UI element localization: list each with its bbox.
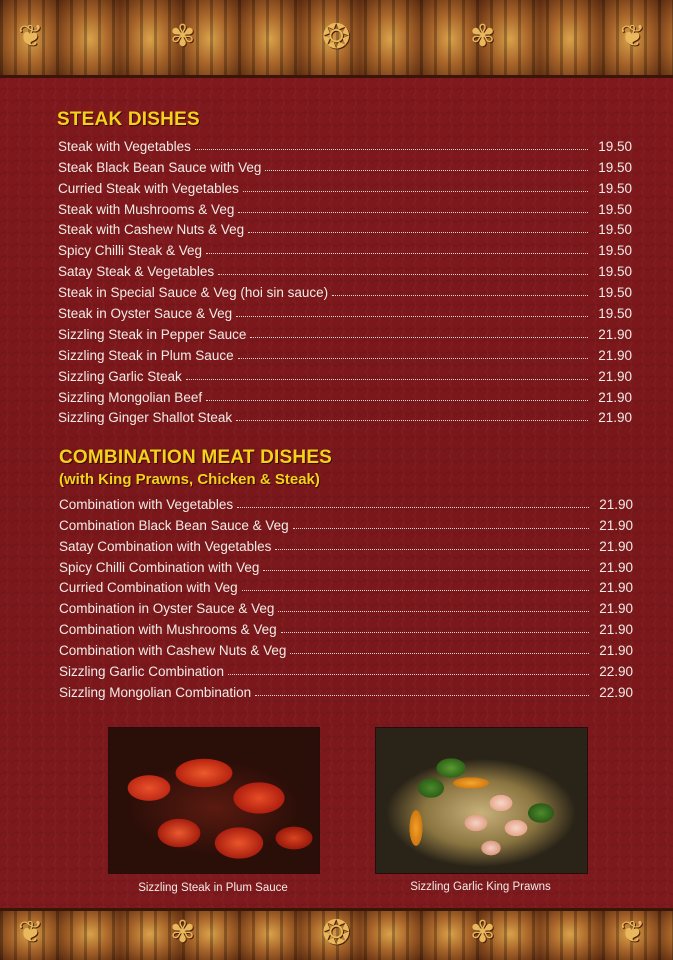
menu-item (58, 237, 632, 258)
menu-item-price: 21.90 (599, 622, 633, 638)
photo-caption: Sizzling Steak in Plum Sauce (138, 882, 288, 894)
dot-leader (237, 507, 589, 508)
menu-item-name: Sizzling Steak in Pepper Sauce (58, 326, 247, 342)
menu-item-name: Combination with Mushrooms & Veg (59, 622, 277, 638)
menu-item-price: 21.90 (598, 410, 632, 426)
menu-item-price: 21.90 (599, 538, 633, 554)
dot-leader (332, 295, 588, 296)
menu-item-price: 21.90 (599, 643, 633, 659)
dot-leader (206, 400, 588, 401)
menu-item (59, 575, 633, 596)
menu-item-name: Steak with Vegetables (58, 138, 191, 154)
dot-leader (250, 337, 588, 338)
menu-item-price: 21.90 (598, 389, 632, 405)
dot-leader (281, 632, 589, 633)
dot-leader (186, 379, 588, 380)
scroll-ornament-icon: ✾ (170, 20, 196, 53)
steak-dishes-list (58, 133, 632, 425)
menu-item (59, 512, 633, 533)
top-ornamental-border (0, 0, 673, 78)
dot-leader (243, 191, 588, 192)
dot-leader (275, 549, 589, 550)
dot-leader (248, 232, 588, 233)
menu-item-name: Steak in Special Sauce & Veg (hoi sin sauce) (58, 285, 329, 301)
menu-item-name: Satay Combination with Vegetables (59, 538, 272, 554)
menu-item-name: Combination with Cashew Nuts & Veg (59, 643, 287, 659)
menu-item-price: 21.90 (598, 326, 632, 342)
menu-item (58, 258, 632, 279)
menu-item-name: Sizzling Steak in Plum Sauce (58, 347, 234, 363)
menu-item-price: 19.50 (598, 264, 632, 280)
menu-item (59, 554, 633, 575)
menu-item-name: Sizzling Garlic Steak (58, 368, 182, 384)
dot-leader (293, 528, 589, 529)
menu-item-name: Sizzling Garlic Combination (59, 664, 225, 680)
dot-leader (236, 420, 588, 421)
dot-leader (195, 149, 588, 150)
menu-item (59, 491, 633, 512)
menu-item-price: 19.50 (598, 243, 632, 259)
dragon-ornament-icon: ❦ (18, 916, 44, 949)
photo-caption: Sizzling Garlic King Prawns (410, 881, 551, 893)
dragon-ornament-icon: ❦ (620, 916, 646, 949)
menu-item (58, 175, 632, 196)
menu-item-price: 19.50 (598, 180, 632, 196)
dot-leader (290, 653, 589, 654)
dragon-ornament-icon: ❦ (620, 20, 646, 53)
menu-item-price: 19.50 (598, 201, 632, 217)
menu-item-name: Curried Steak with Vegetables (58, 180, 239, 196)
menu-item-price: 21.90 (598, 368, 632, 384)
menu-item-price: 19.50 (598, 306, 632, 322)
menu-item (58, 384, 632, 405)
scroll-ornament-icon: ✾ (170, 916, 196, 949)
dot-leader (238, 212, 588, 213)
menu-item (58, 321, 632, 342)
menu-item (58, 363, 632, 384)
menu-item-name: Combination in Oyster Sauce & Veg (59, 601, 275, 617)
dot-leader (263, 570, 589, 571)
scroll-ornament-icon: ✾ (470, 916, 496, 949)
menu-item-price: 21.90 (599, 517, 633, 533)
menu-item (59, 637, 633, 658)
dot-leader (242, 590, 589, 591)
menu-item-name: Steak in Oyster Sauce & Veg (58, 306, 233, 322)
menu-item-name: Sizzling Mongolian Combination (59, 684, 252, 700)
dot-leader (206, 253, 588, 254)
dot-leader (255, 695, 589, 696)
dot-leader (278, 611, 589, 612)
menu-item-price: 22.90 (599, 684, 633, 700)
combination-dishes-list (59, 491, 633, 700)
menu-item-price: 19.50 (598, 159, 632, 175)
menu-item (59, 616, 633, 637)
menu-item (59, 658, 633, 679)
menu-item-name: Spicy Chilli Combination with Veg (59, 559, 260, 575)
menu-item-price: 21.90 (599, 601, 633, 617)
menu-item-name: Steak with Cashew Nuts & Veg (58, 222, 245, 238)
menu-item-name: Curried Combination with Veg (59, 580, 238, 596)
photo-sizzling-garlic-prawns (375, 727, 588, 874)
menu-item (58, 217, 632, 238)
section-subtitle-combination: (with King Prawns, Chicken & Steak) (59, 471, 320, 488)
menu-item-price: 19.50 (598, 285, 632, 301)
menu-item (58, 133, 632, 154)
menu-item-price: 19.50 (598, 138, 632, 154)
menu-item-name: Satay Steak & Vegetables (58, 264, 215, 280)
menu-item (58, 342, 632, 363)
menu-item (58, 300, 632, 321)
dot-leader (218, 274, 588, 275)
scroll-ornament-icon: ✾ (470, 20, 496, 53)
menu-item (59, 533, 633, 554)
menu-item-price: 21.90 (599, 496, 633, 512)
bottom-ornamental-border (0, 908, 673, 960)
dot-leader (238, 358, 588, 359)
menu-item-name: Combination with Vegetables (59, 496, 234, 512)
menu-item-name: Sizzling Ginger Shallot Steak (58, 410, 233, 426)
menu-item-price: 21.90 (599, 559, 633, 575)
menu-item-price: 21.90 (598, 347, 632, 363)
dot-leader (228, 674, 589, 675)
photo-sizzling-steak-plum (108, 727, 320, 874)
menu-item (58, 405, 632, 426)
menu-item (58, 154, 632, 175)
menu-item-name: Steak Black Bean Sauce with Veg (58, 159, 262, 175)
menu-item (58, 196, 632, 217)
crest-ornament-icon: ❂ (322, 18, 351, 56)
dot-leader (236, 316, 588, 317)
menu-item-name: Combination Black Bean Sauce & Veg (59, 517, 289, 533)
section-title-combination: COMBINATION MEAT DISHES (59, 447, 333, 468)
menu-item (59, 679, 633, 700)
menu-item-price: 19.50 (598, 222, 632, 238)
dot-leader (265, 170, 588, 171)
menu-item-name: Sizzling Mongolian Beef (58, 389, 203, 405)
section-title-steak: STEAK DISHES (57, 109, 200, 130)
menu-item-name: Spicy Chilli Steak & Veg (58, 243, 203, 259)
menu-item-price: 22.90 (599, 664, 633, 680)
crest-ornament-icon: ❂ (322, 914, 351, 952)
menu-item-price: 21.90 (599, 580, 633, 596)
menu-item-name: Steak with Mushrooms & Veg (58, 201, 235, 217)
menu-item (58, 279, 632, 300)
dragon-ornament-icon: ❦ (18, 20, 44, 53)
menu-item (59, 595, 633, 616)
